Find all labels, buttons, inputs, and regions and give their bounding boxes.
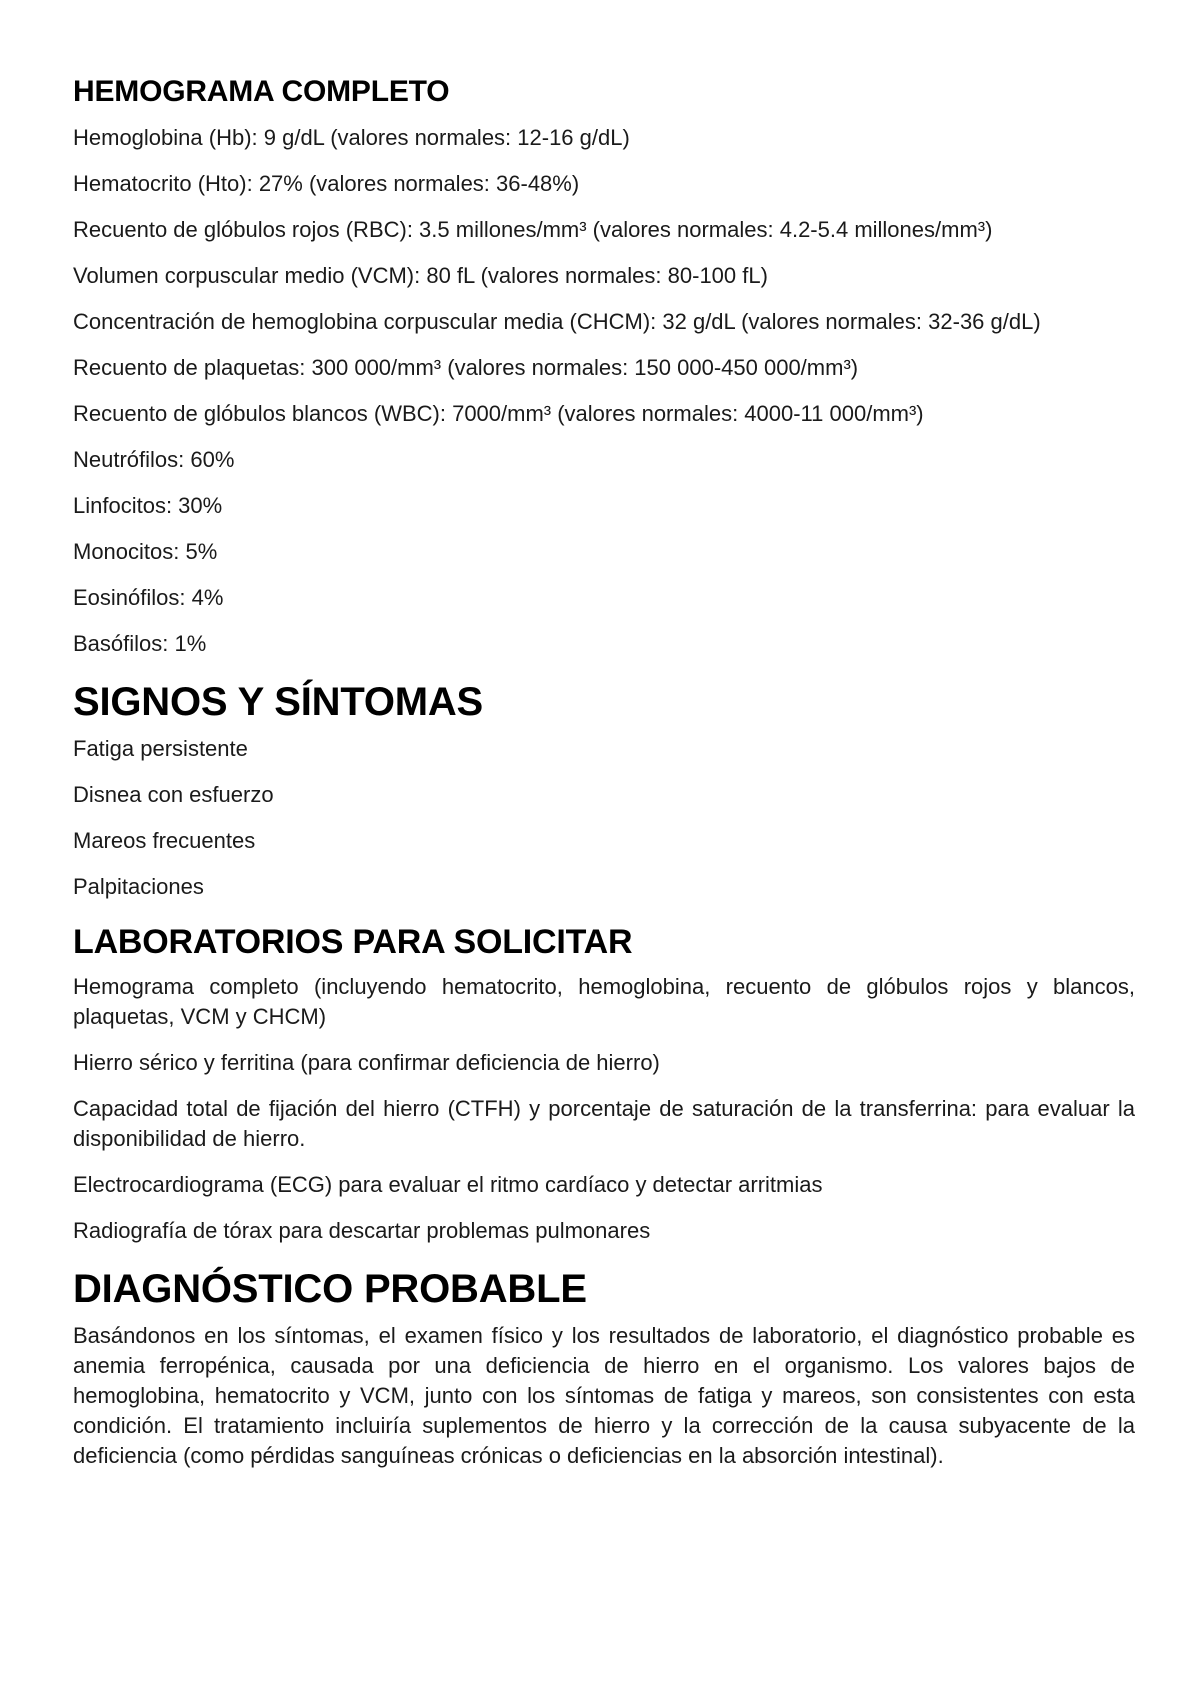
laboratorio-item: Hemograma completo (incluyendo hematocrito, hemoglobina, recuento de glóbulos rojos y blancos, plaquetas, VCM y CHCM) bbox=[73, 974, 1135, 1029]
hemograma-item: Linfocitos: 30% bbox=[73, 493, 223, 518]
signo-item: Fatiga persistente bbox=[73, 736, 248, 761]
signos-list bbox=[73, 734, 1135, 902]
hemograma-item: Basófilos: 1% bbox=[73, 631, 207, 656]
hemograma-list bbox=[73, 123, 1135, 659]
section-signos bbox=[73, 675, 1135, 902]
hemograma-item: Recuento de glóbulos blancos (WBC): 7000/mm³ (valores normales: 4000-11 000/mm³) bbox=[73, 401, 924, 426]
section-hemograma bbox=[73, 70, 1135, 659]
diagnostico-paragraph: Basándonos en los síntomas, el examen físico y los resultados de laboratorio, el diagnóstico probable es anemia ferropénica, causada por una deficiencia de hierro en el organismo. Los valores bajos de hemoglobina, hematocrito y VCM, junto con los síntomas de fatiga y mareos, son consistentes con esta condición. El tratamiento incluiría suplementos de hierro y la corrección de la causa subyacente de la deficiencia (como pérdidas sanguíneas crónicas o deficiencias en la absorción intestinal). bbox=[73, 1323, 1135, 1468]
section-laboratorios bbox=[73, 918, 1135, 1246]
section-title-hemograma: HEMOGRAMA COMPLETO bbox=[73, 75, 450, 108]
signo-item: Disnea con esfuerzo bbox=[73, 782, 274, 807]
section-title-diagnostico: DIAGNÓSTICO PROBABLE bbox=[73, 1267, 587, 1311]
hemograma-item: Concentración de hemoglobina corpuscular media (CHCM): 32 g/dL (valores normales: 32-36 g/dL) bbox=[73, 309, 1041, 334]
hemograma-item: Neutrófilos: 60% bbox=[73, 447, 235, 472]
hemograma-item: Eosinófilos: 4% bbox=[73, 585, 224, 610]
signo-item: Palpitaciones bbox=[73, 874, 204, 899]
section-title-signos: SIGNOS Y SÍNTOMAS bbox=[73, 680, 484, 724]
laboratorios-list bbox=[73, 972, 1135, 1246]
hemograma-item: Recuento de glóbulos rojos (RBC): 3.5 millones/mm³ (valores normales: 4.2-5.4 millones/mm³) bbox=[73, 217, 993, 242]
hemograma-item: Monocitos: 5% bbox=[73, 539, 218, 564]
laboratorio-item: Capacidad total de fijación del hierro (CTFH) y porcentaje de saturación de la transferrina: para evaluar la disponibilidad de hierro. bbox=[73, 1096, 1135, 1151]
hemograma-item: Hematocrito (Hto): 27% (valores normales: 36-48%) bbox=[73, 171, 580, 196]
section-diagnostico bbox=[73, 1262, 1135, 1471]
document-page bbox=[73, 70, 1135, 1479]
hemograma-item: Hemoglobina (Hb): 9 g/dL (valores normales: 12-16 g/dL) bbox=[73, 125, 630, 150]
laboratorio-item: Hierro sérico y ferritina (para confirmar deficiencia de hierro) bbox=[73, 1050, 660, 1075]
laboratorio-item: Electrocardiograma (ECG) para evaluar el ritmo cardíaco y detectar arritmias bbox=[73, 1172, 823, 1197]
signo-item: Mareos frecuentes bbox=[73, 828, 256, 853]
hemograma-item: Recuento de plaquetas: 300 000/mm³ (valores normales: 150 000-450 000/mm³) bbox=[73, 355, 859, 380]
section-title-laboratorios: LABORATORIOS PARA SOLICITAR bbox=[73, 923, 633, 961]
hemograma-item: Volumen corpuscular medio (VCM): 80 fL (valores normales: 80-100 fL) bbox=[73, 263, 768, 288]
laboratorio-item: Radiografía de tórax para descartar problemas pulmonares bbox=[73, 1218, 651, 1243]
